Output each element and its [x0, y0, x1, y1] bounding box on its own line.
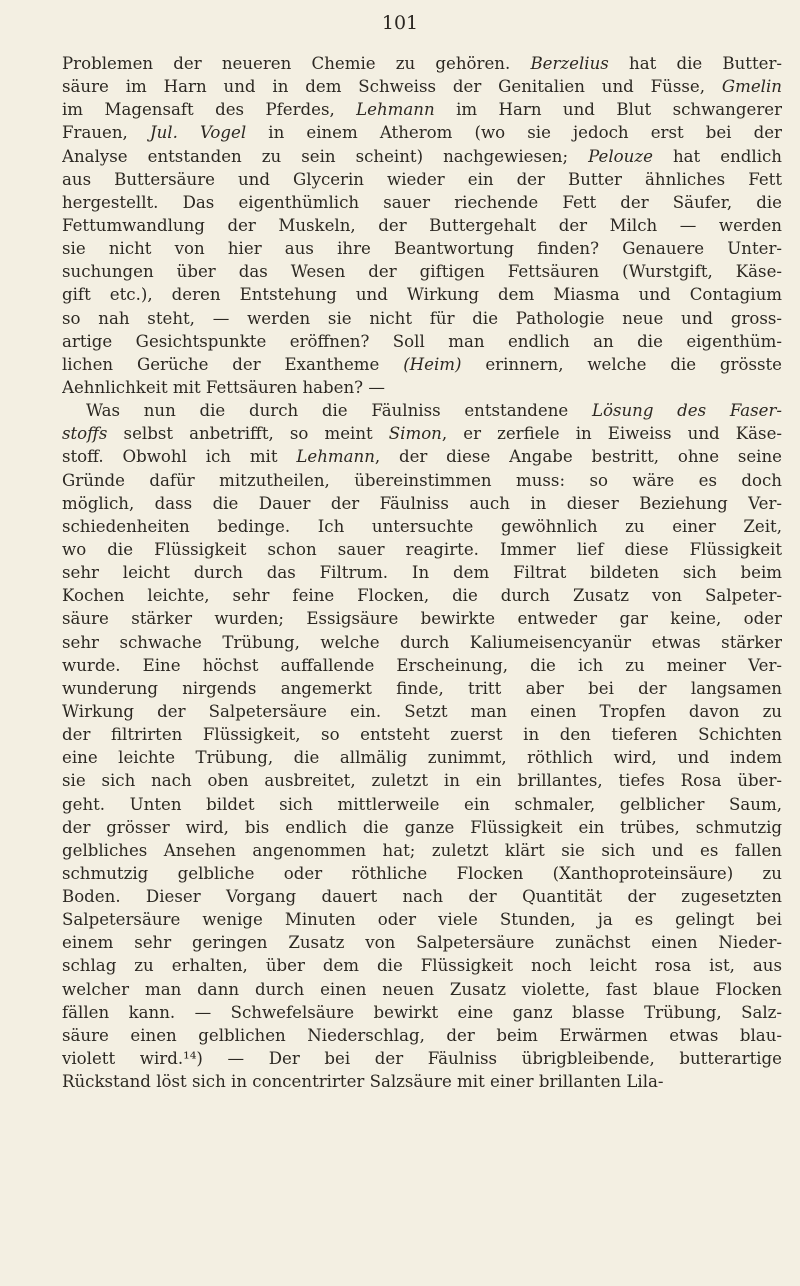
text-line	[62, 561, 782, 584]
text-run: artige Gesichtspunkte eröffnen? Soll man endlich an die eigenthüm-	[62, 331, 782, 351]
text-line	[62, 538, 782, 561]
text-line	[62, 145, 782, 168]
text-line	[62, 214, 782, 237]
text-line	[62, 723, 782, 746]
text-run: schmutzig gelbliche oder röthliche Flocken (Xanthoproteinsäure) zu	[62, 863, 782, 883]
text-run: eine leichte Trübung, die allmälig zunimmt, röthlich wird, und indem	[62, 748, 782, 768]
text-line	[62, 862, 782, 885]
text-run: welcher man dann durch einen neuen Zusatz violette, fast blaue Flocken	[62, 979, 782, 999]
text-run: Wirkung der Salpetersäure ein. Setzt man einen Tropfen davon zu	[62, 701, 782, 721]
italic-text: stoffs	[62, 424, 108, 444]
text-run: hat die Butter-	[608, 54, 782, 73]
italic-text: Jul. Vogel	[149, 123, 247, 143]
text-run: gelbliches Ansehen angenommen hat; zuletzt klärt sie sich und es fallen	[62, 840, 782, 860]
text-run: geht. Unten bildet sich mittlerweile ein schmaler, gelblicher Saum,	[62, 794, 782, 814]
text-line	[62, 1001, 782, 1024]
text-line	[62, 237, 782, 260]
text-line	[62, 399, 782, 422]
text-run: fällen kann. — Schwefelsäure bewirkt eine ganz blasse Trübung, Salz-	[62, 1002, 782, 1022]
text-run: selbst anbetrifft, so meint	[107, 424, 389, 444]
text-run: möglich, dass die Dauer der Fäulniss auch in dieser Beziehung Ver-	[62, 493, 782, 513]
text-line	[62, 469, 782, 492]
text-run: , er zerfiele in Eiweiss und Käse-	[441, 424, 782, 444]
italic-text: Berzelius	[530, 54, 609, 73]
text-line	[62, 654, 782, 677]
text-line	[62, 492, 782, 515]
text-run: säure stärker wurden; Essigsäure bewirkte entweder gar keine, oder	[62, 609, 782, 629]
body-text	[62, 52, 782, 1093]
text-run: sehr schwache Trübung, welche durch Kaliumeisencyanür etwas stärker	[62, 632, 782, 652]
text-run: schlag zu erhalten, über dem die Flüssigkeit noch leicht rosa ist, aus	[62, 956, 782, 976]
text-run: sehr leicht durch das Filtrum. In dem Filtrat bildeten sich beim	[62, 563, 782, 583]
text-run: säure im Harn und in dem Schweiss der Genitalien und Füsse,	[62, 77, 722, 97]
text-run: Frauen,	[62, 123, 150, 143]
text-run: Kochen leichte, sehr feine Flocken, die durch Zusatz von Salpeter-	[62, 586, 782, 606]
text-run: einem sehr geringen Zusatz von Salpetersäure zunächst einen Nieder-	[62, 933, 782, 953]
text-line	[62, 515, 782, 538]
text-run: Gründe dafür mitzutheilen, übereinstimmen muss: so wäre es doch	[62, 470, 782, 490]
text-line	[62, 52, 782, 75]
text-line	[62, 954, 782, 977]
text-run: Analyse entstanden zu sein scheint) nachgewiesen;	[62, 146, 589, 166]
italic-text: Gmelin	[721, 77, 782, 97]
text-line	[62, 793, 782, 816]
text-line	[62, 746, 782, 769]
text-line	[62, 700, 782, 723]
italic-text: Pelouze	[588, 146, 653, 166]
italic-text: Lösung des Faser-	[591, 401, 782, 421]
text-run: wurde. Eine höchst auffallende Erscheinung, die ich zu meiner Ver-	[62, 655, 782, 675]
text-run: ¹⁴	[183, 1049, 197, 1069]
text-run: wo die Flüssigkeit schon sauer reagirte. Immer lief diese Flüssigkeit	[62, 539, 782, 559]
text-run: der filtrirten Flüssigkeit, so entsteht zuerst in den tieferen Schichten	[62, 725, 782, 745]
text-run: lichen Gerüche der Exantheme	[62, 354, 404, 374]
text-run: Boden. Dieser Vorgang dauert nach der Quantität der zugesetzten	[62, 887, 782, 907]
italic-text: Lehmann	[356, 100, 435, 120]
text-run: stoff. Obwohl ich mit	[62, 447, 297, 467]
italic-text: Simon	[388, 424, 442, 444]
text-run: sie sich nach oben ausbreitet, zuletzt in ein brillantes, tiefes Rosa über-	[62, 771, 782, 791]
text-line	[62, 121, 782, 144]
text-run: in einem Atherom (wo sie jedoch erst bei der	[246, 123, 782, 143]
text-run: säure einen gelblichen Niederschlag, der beim Erwärmen etwas blau-	[62, 1025, 782, 1045]
page-number: 101	[381, 12, 419, 34]
text-line	[62, 584, 782, 607]
text-run: hergestellt. Das eigenthümlich sauer riechende Fett der Säufer, die	[62, 192, 782, 212]
text-run: violett wird.	[62, 1049, 184, 1069]
text-run: Fettumwandlung der Muskeln, der Buttergehalt der Milch — werden	[62, 215, 782, 235]
text-run: ) — Der bei der Fäulniss übrigbleibende, butterartige	[196, 1049, 782, 1069]
text-line	[62, 307, 782, 330]
text-run: der grösser wird, bis endlich die ganze Flüssigkeit ein trübes, schmutzig	[62, 817, 782, 837]
text-line	[62, 445, 782, 468]
text-line	[62, 839, 782, 862]
text-line	[62, 631, 782, 654]
text-line	[62, 1047, 782, 1070]
text-run: aus Buttersäure und Glycerin wieder ein der Butter ähnliches Fett	[62, 169, 782, 189]
text-run: hat endlich	[652, 146, 782, 166]
italic-text: Lehmann	[296, 447, 375, 467]
text-line	[62, 816, 782, 839]
text-line	[62, 931, 782, 954]
text-run: schiedenheiten bedinge. Ich untersuchte gewöhnlich zu einer Zeit,	[62, 516, 782, 536]
text-run: wunderung nirgends angemerkt finde, tritt aber bei der langsamen	[62, 678, 782, 698]
text-run: Rückstand löst sich in concentrirter Salzsäure mit einer brillanten Lila-	[62, 1072, 664, 1092]
text-run: im Harn und Blut schwangerer	[434, 100, 782, 120]
text-run: suchungen über das Wesen der giftigen Fettsäuren (Wurstgift, Käse-	[62, 262, 782, 282]
text-line	[62, 978, 782, 1001]
text-run: , der diese Angabe bestritt, ohne seine	[374, 447, 782, 467]
text-run: Was nun die durch die Fäulniss entstandene	[86, 401, 592, 421]
text-run: Problemen der neueren Chemie zu gehören.	[62, 54, 531, 73]
text-line	[62, 607, 782, 630]
text-line	[62, 885, 782, 908]
text-line	[62, 677, 782, 700]
text-line	[62, 376, 782, 399]
text-line	[62, 353, 782, 376]
text-line	[62, 191, 782, 214]
text-line	[62, 168, 782, 191]
text-run: Aehnlichkeit mit Fettsäuren haben? —	[62, 377, 385, 397]
text-line	[62, 908, 782, 931]
text-run: sie nicht von hier aus ihre Beantwortung finden? Genauere Unter-	[62, 239, 782, 259]
text-run: so nah steht, — werden sie nicht für die Pathologie neue und gross-	[62, 308, 782, 328]
text-line	[62, 1070, 782, 1093]
text-run: Salpetersäure wenige Minuten oder viele Stunden, ja es gelingt bei	[62, 910, 782, 930]
italic-text: (Heim)	[403, 354, 462, 374]
text-line	[62, 75, 782, 98]
text-run: gift etc.), deren Entstehung und Wirkung dem Miasma und Contagium	[62, 285, 782, 305]
text-line	[62, 98, 782, 121]
text-line	[62, 260, 782, 283]
text-line	[62, 330, 782, 353]
text-line	[62, 1024, 782, 1047]
text-line	[62, 422, 782, 445]
text-run: erinnern, welche die grösste	[461, 354, 782, 374]
text-line	[62, 283, 782, 306]
text-run: im Magensaft des Pferdes,	[62, 100, 357, 120]
text-line	[62, 769, 782, 792]
